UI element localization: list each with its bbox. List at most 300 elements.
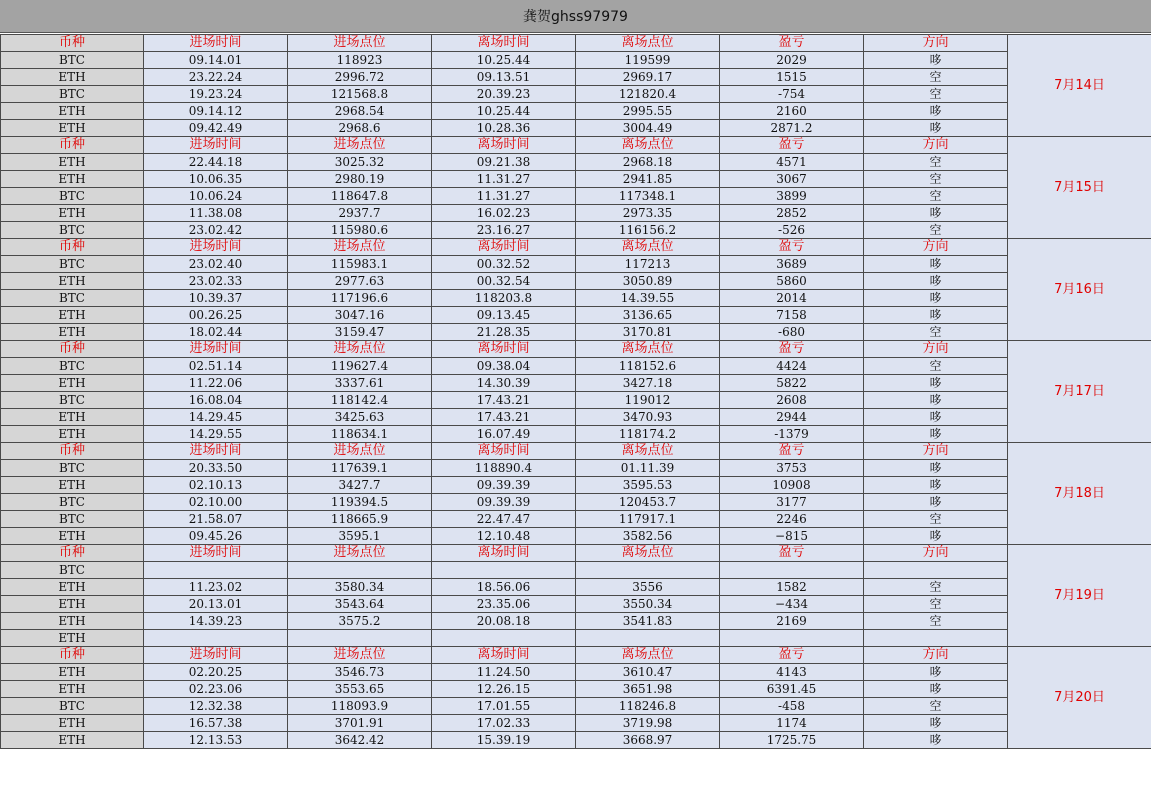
cell-coin: ETH xyxy=(1,69,144,86)
group-header-row xyxy=(1,647,1151,664)
cell-coin: ETH xyxy=(1,681,144,698)
cell-exit-price: 117348.1 xyxy=(576,188,720,205)
header-coin: 币种 xyxy=(1,545,144,562)
cell-direction: 空 xyxy=(864,222,1008,239)
date-label: 7月16日 xyxy=(1008,239,1151,341)
cell-direction: 空 xyxy=(864,613,1008,630)
cell-exit-price: 3651.98 xyxy=(576,681,720,698)
cell-direction xyxy=(864,562,1008,579)
cell-exit-price: 121820.4 xyxy=(576,86,720,103)
cell-coin: BTC xyxy=(1,392,144,409)
table-row xyxy=(1,120,1151,137)
header-direction: 方向 xyxy=(864,545,1008,562)
cell-entry-price xyxy=(288,630,432,647)
table-row xyxy=(1,630,1151,647)
header-entry-price: 进场点位 xyxy=(288,35,432,52)
cell-entry-price: 118923 xyxy=(288,52,432,69)
header-pnl: 盈亏 xyxy=(720,647,864,664)
table-row xyxy=(1,69,1151,86)
table-row xyxy=(1,392,1151,409)
cell-exit-price: 119599 xyxy=(576,52,720,69)
cell-direction: 哆 xyxy=(864,681,1008,698)
header-exit-price: 离场点位 xyxy=(576,545,720,562)
cell-entry-time: 02.20.25 xyxy=(144,664,288,681)
cell-pnl xyxy=(720,562,864,579)
cell-exit-time: 09.39.39 xyxy=(432,494,576,511)
cell-entry-price: 3427.7 xyxy=(288,477,432,494)
cell-entry-price: 115980.6 xyxy=(288,222,432,239)
cell-entry-price: 121568.8 xyxy=(288,86,432,103)
cell-direction: 哆 xyxy=(864,120,1008,137)
table-row xyxy=(1,477,1151,494)
cell-exit-price: 3050.89 xyxy=(576,273,720,290)
cell-exit-price: 118152.6 xyxy=(576,358,720,375)
cell-coin: ETH xyxy=(1,426,144,443)
cell-exit-price: 3136.65 xyxy=(576,307,720,324)
cell-coin: ETH xyxy=(1,120,144,137)
cell-coin: BTC xyxy=(1,52,144,69)
cell-entry-time: 16.57.38 xyxy=(144,715,288,732)
cell-entry-price: 118142.4 xyxy=(288,392,432,409)
cell-direction: 哆 xyxy=(864,273,1008,290)
group-header-row xyxy=(1,239,1151,256)
cell-entry-price: 3595.1 xyxy=(288,528,432,545)
cell-exit-time: 20.39.23 xyxy=(432,86,576,103)
cell-coin: ETH xyxy=(1,664,144,681)
cell-exit-time: 10.28.36 xyxy=(432,120,576,137)
cell-pnl: 2246 xyxy=(720,511,864,528)
table-row xyxy=(1,562,1151,579)
date-label: 7月20日 xyxy=(1008,647,1151,749)
table-row xyxy=(1,426,1151,443)
cell-exit-time: 12.26.15 xyxy=(432,681,576,698)
cell-pnl: 4143 xyxy=(720,664,864,681)
cell-coin: BTC xyxy=(1,460,144,477)
cell-exit-time: 10.25.44 xyxy=(432,103,576,120)
cell-exit-price: 2941.85 xyxy=(576,171,720,188)
header-entry-price: 进场点位 xyxy=(288,239,432,256)
cell-exit-price: 3582.56 xyxy=(576,528,720,545)
cell-pnl xyxy=(720,630,864,647)
cell-entry-price: 118093.9 xyxy=(288,698,432,715)
cell-entry-price: 119627.4 xyxy=(288,358,432,375)
cell-exit-price: 120453.7 xyxy=(576,494,720,511)
table-row xyxy=(1,511,1151,528)
cell-entry-time: 21.58.07 xyxy=(144,511,288,528)
date-label: 7月17日 xyxy=(1008,341,1151,443)
table-row xyxy=(1,715,1151,732)
header-direction: 方向 xyxy=(864,35,1008,52)
header-entry-time: 进场时间 xyxy=(144,647,288,664)
cell-exit-time: 09.13.51 xyxy=(432,69,576,86)
cell-entry-time: 02.23.06 xyxy=(144,681,288,698)
cell-coin: ETH xyxy=(1,273,144,290)
cell-entry-price: 2968.54 xyxy=(288,103,432,120)
cell-direction: 空 xyxy=(864,596,1008,613)
cell-pnl: 6391.45 xyxy=(720,681,864,698)
cell-pnl: -458 xyxy=(720,698,864,715)
cell-exit-time: 11.31.27 xyxy=(432,188,576,205)
cell-exit-time: 118203.8 xyxy=(432,290,576,307)
date-label: 7月18日 xyxy=(1008,443,1151,545)
cell-entry-time: 14.39.23 xyxy=(144,613,288,630)
cell-entry-price: 117639.1 xyxy=(288,460,432,477)
cell-pnl: −434 xyxy=(720,596,864,613)
header-entry-price: 进场点位 xyxy=(288,443,432,460)
table-row xyxy=(1,579,1151,596)
cell-pnl: 3753 xyxy=(720,460,864,477)
cell-exit-time: 21.28.35 xyxy=(432,324,576,341)
cell-pnl: 2852 xyxy=(720,205,864,222)
cell-entry-price: 2937.7 xyxy=(288,205,432,222)
cell-exit-time: 118890.4 xyxy=(432,460,576,477)
header-entry-time: 进场时间 xyxy=(144,545,288,562)
group-header-row xyxy=(1,443,1151,460)
cell-exit-price: 3556 xyxy=(576,579,720,596)
cell-direction: 哆 xyxy=(864,664,1008,681)
cell-pnl: 3899 xyxy=(720,188,864,205)
cell-direction: 哆 xyxy=(864,732,1008,749)
cell-entry-time: 11.23.02 xyxy=(144,579,288,596)
cell-pnl: 2029 xyxy=(720,52,864,69)
header-coin: 币种 xyxy=(1,647,144,664)
cell-coin: ETH xyxy=(1,732,144,749)
cell-exit-time: 11.24.50 xyxy=(432,664,576,681)
header-coin: 币种 xyxy=(1,341,144,358)
cell-exit-price: 118246.8 xyxy=(576,698,720,715)
cell-pnl: -754 xyxy=(720,86,864,103)
header-entry-time: 进场时间 xyxy=(144,35,288,52)
cell-entry-time: 23.02.42 xyxy=(144,222,288,239)
cell-pnl: −815 xyxy=(720,528,864,545)
cell-exit-time: 09.39.39 xyxy=(432,477,576,494)
cell-entry-time: 23.02.33 xyxy=(144,273,288,290)
cell-exit-price: 3470.93 xyxy=(576,409,720,426)
cell-exit-time: 17.02.33 xyxy=(432,715,576,732)
cell-direction: 哆 xyxy=(864,205,1008,222)
header-entry-time: 进场时间 xyxy=(144,239,288,256)
cell-pnl: 4424 xyxy=(720,358,864,375)
cell-direction: 哆 xyxy=(864,426,1008,443)
cell-direction: 空 xyxy=(864,171,1008,188)
cell-pnl: -680 xyxy=(720,324,864,341)
cell-direction: 空 xyxy=(864,358,1008,375)
group-header-row xyxy=(1,35,1151,52)
cell-coin: ETH xyxy=(1,613,144,630)
header-coin: 币种 xyxy=(1,137,144,154)
cell-entry-price: 3580.34 xyxy=(288,579,432,596)
cell-exit-price: 2973.35 xyxy=(576,205,720,222)
group-header-row xyxy=(1,545,1151,562)
cell-entry-time: 00.26.25 xyxy=(144,307,288,324)
cell-exit-time: 15.39.19 xyxy=(432,732,576,749)
header-entry-time: 进场时间 xyxy=(144,341,288,358)
cell-entry-price: 3425.63 xyxy=(288,409,432,426)
cell-exit-price: 2995.55 xyxy=(576,103,720,120)
cell-exit-price: 3719.98 xyxy=(576,715,720,732)
table-row xyxy=(1,86,1151,103)
cell-pnl: 7158 xyxy=(720,307,864,324)
table-row xyxy=(1,205,1151,222)
cell-entry-price: 3553.65 xyxy=(288,681,432,698)
cell-entry-price: 118647.8 xyxy=(288,188,432,205)
trade-table xyxy=(0,34,1151,749)
header-entry-price: 进场点位 xyxy=(288,647,432,664)
cell-coin: ETH xyxy=(1,171,144,188)
date-label: 7月14日 xyxy=(1008,35,1151,137)
cell-direction: 哆 xyxy=(864,103,1008,120)
cell-entry-time: 10.06.24 xyxy=(144,188,288,205)
table-row xyxy=(1,732,1151,749)
cell-coin: ETH xyxy=(1,307,144,324)
cell-direction: 空 xyxy=(864,154,1008,171)
cell-entry-time: 09.45.26 xyxy=(144,528,288,545)
date-label: 7月19日 xyxy=(1008,545,1151,647)
cell-exit-price: 3427.18 xyxy=(576,375,720,392)
cell-pnl: 5822 xyxy=(720,375,864,392)
header-direction: 方向 xyxy=(864,341,1008,358)
table-row xyxy=(1,375,1151,392)
cell-entry-time: 20.33.50 xyxy=(144,460,288,477)
header-exit-time: 离场时间 xyxy=(432,239,576,256)
cell-entry-time: 10.39.37 xyxy=(144,290,288,307)
sheet-title: 龚贺ghss97979 xyxy=(0,0,1151,33)
header-entry-time: 进场时间 xyxy=(144,443,288,460)
cell-exit-time: 00.32.54 xyxy=(432,273,576,290)
cell-direction: 空 xyxy=(864,698,1008,715)
cell-entry-time: 09.14.01 xyxy=(144,52,288,69)
cell-entry-time: 11.38.08 xyxy=(144,205,288,222)
cell-exit-time: 09.21.38 xyxy=(432,154,576,171)
header-exit-time: 离场时间 xyxy=(432,341,576,358)
cell-exit-price xyxy=(576,630,720,647)
table-row xyxy=(1,681,1151,698)
table-row xyxy=(1,494,1151,511)
header-direction: 方向 xyxy=(864,443,1008,460)
cell-pnl: 2169 xyxy=(720,613,864,630)
cell-exit-time: 17.01.55 xyxy=(432,698,576,715)
cell-entry-time: 02.10.13 xyxy=(144,477,288,494)
cell-coin: ETH xyxy=(1,477,144,494)
cell-exit-price: 119012 xyxy=(576,392,720,409)
group-header-row xyxy=(1,137,1151,154)
cell-exit-time: 22.47.47 xyxy=(432,511,576,528)
table-row xyxy=(1,188,1151,205)
cell-entry-time: 12.32.38 xyxy=(144,698,288,715)
header-direction: 方向 xyxy=(864,239,1008,256)
cell-entry-time: 14.29.45 xyxy=(144,409,288,426)
cell-exit-time xyxy=(432,562,576,579)
cell-entry-price: 2980.19 xyxy=(288,171,432,188)
cell-exit-time: 11.31.27 xyxy=(432,171,576,188)
cell-entry-time: 02.10.00 xyxy=(144,494,288,511)
cell-pnl: 2944 xyxy=(720,409,864,426)
cell-coin: BTC xyxy=(1,222,144,239)
cell-pnl: 3067 xyxy=(720,171,864,188)
cell-coin: ETH xyxy=(1,205,144,222)
header-entry-price: 进场点位 xyxy=(288,137,432,154)
cell-coin: ETH xyxy=(1,154,144,171)
cell-entry-price xyxy=(288,562,432,579)
cell-entry-time: 18.02.44 xyxy=(144,324,288,341)
table-row xyxy=(1,460,1151,477)
cell-entry-time: 14.29.55 xyxy=(144,426,288,443)
cell-pnl: 2160 xyxy=(720,103,864,120)
cell-direction: 哆 xyxy=(864,375,1008,392)
cell-coin: ETH xyxy=(1,375,144,392)
cell-exit-time: 16.07.49 xyxy=(432,426,576,443)
cell-direction: 哆 xyxy=(864,409,1008,426)
cell-pnl: -526 xyxy=(720,222,864,239)
cell-direction: 哆 xyxy=(864,392,1008,409)
cell-direction: 哆 xyxy=(864,460,1008,477)
cell-direction: 哆 xyxy=(864,290,1008,307)
header-coin: 币种 xyxy=(1,443,144,460)
header-entry-price: 进场点位 xyxy=(288,545,432,562)
cell-pnl: 2608 xyxy=(720,392,864,409)
table-row xyxy=(1,273,1151,290)
cell-exit-time: 18.56.06 xyxy=(432,579,576,596)
table-row xyxy=(1,358,1151,375)
group-header-row xyxy=(1,341,1151,358)
cell-exit-time: 23.16.27 xyxy=(432,222,576,239)
header-exit-time: 离场时间 xyxy=(432,443,576,460)
table-row xyxy=(1,528,1151,545)
cell-entry-time: 10.06.35 xyxy=(144,171,288,188)
header-exit-price: 离场点位 xyxy=(576,137,720,154)
table-row xyxy=(1,154,1151,171)
cell-exit-price: 3170.81 xyxy=(576,324,720,341)
cell-entry-price: 2996.72 xyxy=(288,69,432,86)
cell-direction: 空 xyxy=(864,69,1008,86)
cell-exit-time: 17.43.21 xyxy=(432,409,576,426)
cell-entry-price: 3025.32 xyxy=(288,154,432,171)
cell-exit-price: 3550.34 xyxy=(576,596,720,613)
header-coin: 币种 xyxy=(1,239,144,256)
cell-exit-time: 17.43.21 xyxy=(432,392,576,409)
table-row xyxy=(1,613,1151,630)
cell-direction: 空 xyxy=(864,188,1008,205)
cell-exit-price: 118174.2 xyxy=(576,426,720,443)
cell-entry-price: 3575.2 xyxy=(288,613,432,630)
cell-direction: 空 xyxy=(864,579,1008,596)
cell-pnl: 3177 xyxy=(720,494,864,511)
table-row xyxy=(1,409,1151,426)
cell-coin: BTC xyxy=(1,494,144,511)
cell-exit-price: 3541.83 xyxy=(576,613,720,630)
table-row xyxy=(1,103,1151,120)
cell-pnl: 1515 xyxy=(720,69,864,86)
cell-pnl: 1582 xyxy=(720,579,864,596)
cell-coin: ETH xyxy=(1,715,144,732)
header-pnl: 盈亏 xyxy=(720,443,864,460)
cell-exit-time: 16.02.23 xyxy=(432,205,576,222)
header-pnl: 盈亏 xyxy=(720,341,864,358)
cell-coin: BTC xyxy=(1,358,144,375)
cell-direction: 哆 xyxy=(864,494,1008,511)
cell-exit-time: 20.08.18 xyxy=(432,613,576,630)
table-row xyxy=(1,664,1151,681)
cell-exit-price: 3668.97 xyxy=(576,732,720,749)
cell-entry-price: 118665.9 xyxy=(288,511,432,528)
cell-exit-price: 3595.53 xyxy=(576,477,720,494)
cell-exit-price: 117917.1 xyxy=(576,511,720,528)
cell-exit-price xyxy=(576,562,720,579)
header-direction: 方向 xyxy=(864,647,1008,664)
cell-entry-price: 2977.63 xyxy=(288,273,432,290)
table-row xyxy=(1,256,1151,273)
table-row xyxy=(1,171,1151,188)
cell-direction: 空 xyxy=(864,86,1008,103)
cell-entry-price: 3047.16 xyxy=(288,307,432,324)
cell-entry-time: 19.23.24 xyxy=(144,86,288,103)
cell-entry-time: 12.13.53 xyxy=(144,732,288,749)
cell-entry-time xyxy=(144,630,288,647)
cell-direction: 哆 xyxy=(864,256,1008,273)
cell-entry-price: 3701.91 xyxy=(288,715,432,732)
date-label: 7月15日 xyxy=(1008,137,1151,239)
cell-pnl: 1725.75 xyxy=(720,732,864,749)
cell-coin: BTC xyxy=(1,86,144,103)
cell-entry-price: 3159.47 xyxy=(288,324,432,341)
cell-pnl: 3689 xyxy=(720,256,864,273)
cell-direction: 空 xyxy=(864,324,1008,341)
cell-direction: 哆 xyxy=(864,52,1008,69)
cell-exit-time: 23.35.06 xyxy=(432,596,576,613)
header-coin: 币种 xyxy=(1,35,144,52)
header-pnl: 盈亏 xyxy=(720,545,864,562)
cell-exit-time: 12.10.48 xyxy=(432,528,576,545)
cell-pnl: 10908 xyxy=(720,477,864,494)
cell-exit-time: 09.13.45 xyxy=(432,307,576,324)
cell-exit-price: 2969.17 xyxy=(576,69,720,86)
cell-coin: BTC xyxy=(1,511,144,528)
cell-coin: BTC xyxy=(1,290,144,307)
header-direction: 方向 xyxy=(864,137,1008,154)
table-row xyxy=(1,698,1151,715)
cell-entry-time: 09.14.12 xyxy=(144,103,288,120)
cell-coin: ETH xyxy=(1,528,144,545)
header-exit-price: 离场点位 xyxy=(576,341,720,358)
cell-entry-price: 2968.6 xyxy=(288,120,432,137)
table-row xyxy=(1,596,1151,613)
cell-coin: ETH xyxy=(1,324,144,341)
table-row xyxy=(1,307,1151,324)
cell-entry-time: 23.02.40 xyxy=(144,256,288,273)
cell-entry-price: 115983.1 xyxy=(288,256,432,273)
cell-pnl: 2014 xyxy=(720,290,864,307)
cell-coin: BTC xyxy=(1,698,144,715)
cell-entry-time: 16.08.04 xyxy=(144,392,288,409)
cell-pnl: 4571 xyxy=(720,154,864,171)
cell-entry-price: 3337.61 xyxy=(288,375,432,392)
cell-direction: 哆 xyxy=(864,477,1008,494)
cell-direction: 哆 xyxy=(864,307,1008,324)
cell-coin: ETH xyxy=(1,579,144,596)
cell-entry-time xyxy=(144,562,288,579)
cell-exit-price: 14.39.55 xyxy=(576,290,720,307)
cell-pnl: 1174 xyxy=(720,715,864,732)
cell-exit-price: 3610.47 xyxy=(576,664,720,681)
cell-direction xyxy=(864,630,1008,647)
cell-pnl: 5860 xyxy=(720,273,864,290)
header-exit-time: 离场时间 xyxy=(432,137,576,154)
cell-entry-price: 119394.5 xyxy=(288,494,432,511)
cell-exit-time xyxy=(432,630,576,647)
header-exit-time: 离场时间 xyxy=(432,647,576,664)
cell-pnl: -1379 xyxy=(720,426,864,443)
cell-exit-price: 01.11.39 xyxy=(576,460,720,477)
